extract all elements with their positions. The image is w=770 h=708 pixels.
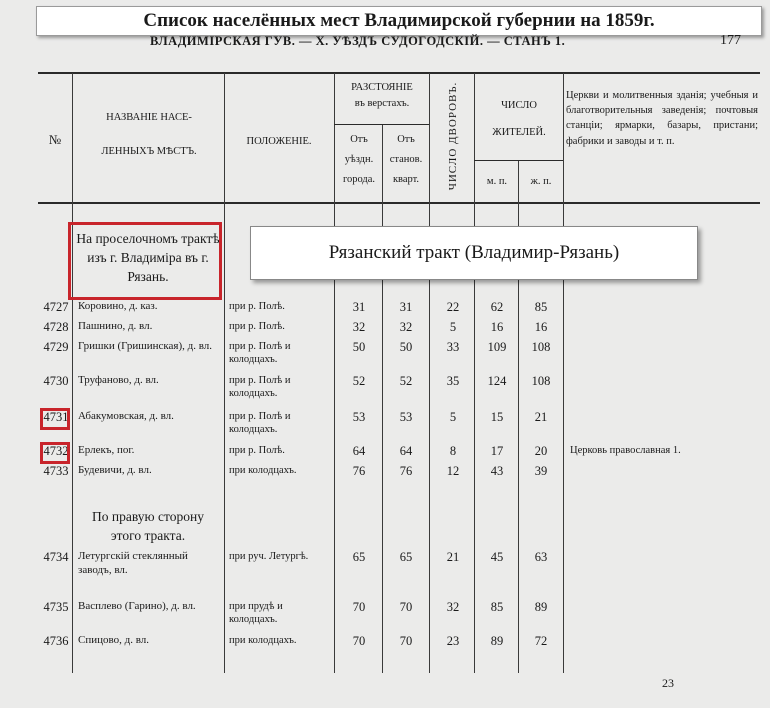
place-position: при р. Полѣ. [229,301,285,312]
households-count: 21 [446,550,460,564]
distance-town: 70 [352,634,366,648]
header-inhabitants [476,92,562,147]
header-no: № [48,132,62,147]
male-count: 109 [487,340,507,354]
col-divider [563,73,564,673]
page-number: 177 [720,33,741,48]
female-count: 63 [534,550,548,564]
distance-town: 76 [352,464,366,478]
distance-stan: 64 [399,444,413,458]
place-position: при колодцахъ. [229,635,297,646]
header-from-town [336,130,382,190]
header-from-stan [383,130,429,190]
female-count: 39 [534,464,548,478]
distance-town: 65 [352,550,366,564]
header-churches: Церкви и молитвенныя зданія; учебныя и благотворительныя заведенія; почтовыя станціи; ярмарки, базары, пристани; фабрики и заводы и т. п. [566,90,758,147]
households-count: 5 [449,320,457,334]
place-position: при колодцахъ. [229,465,297,476]
header-from-town-line: уѣздн. [344,153,374,165]
header-name-line: НАЗВАНІЕ НАСЕ- [106,112,192,123]
route-highlight-box [68,222,222,300]
row-number: 4731 [43,410,69,424]
households-count: 12 [446,464,460,478]
row-number: 4732 [43,444,69,458]
header-inhabitants-line: ЧИСЛО [501,100,537,111]
female-count: 21 [534,410,548,424]
header-from-stan-line: станов. [389,153,423,165]
distance-subrule [334,124,429,125]
header-distance-line: РАЗСТОЯНІЕ [351,82,413,93]
male-count: 15 [490,410,504,424]
distance-stan: 53 [399,410,413,424]
distance-town: 53 [352,410,366,424]
header-from-stan-line: Отъ [397,134,415,145]
header-households: ЧИСЛО ДВОРОВЪ. [447,81,459,191]
male-count: 85 [490,600,504,614]
households-count: 32 [446,600,460,614]
row-number: 4727 [43,300,69,314]
header-distance-line: въ верстахъ. [354,97,410,109]
female-count: 89 [534,600,548,614]
inhabitants-subrule [474,160,563,161]
row-number: 4730 [43,374,69,388]
header-bottom-rule [38,202,760,204]
col-divider [474,73,475,673]
header-from-town-line: Отъ [350,134,368,145]
page-title: Список населённых мест Владимирской губернии на 1859г. [36,6,762,36]
distance-stan: 70 [399,600,413,614]
row-highlight-box [40,408,70,430]
col-divider [382,124,383,673]
place-position: при р. Полѣ. [229,445,285,456]
female-count: 85 [534,300,548,314]
place-name: Гришки (Гришинская), д. вл. [78,340,213,352]
place-name: Будевичи, д. вл. [78,464,152,476]
header-from-town-line: города. [342,173,376,185]
male-count: 43 [490,464,504,478]
female-count: 108 [531,374,551,388]
footer-number: 23 [662,676,674,690]
route-note: Рязанский тракт (Владимир-Рязань) [250,226,698,280]
households-count: 5 [449,410,457,424]
place-position: при прудѣ и колодцахъ. [229,601,283,626]
place-name: Коровино, д. каз. [78,300,158,312]
male-count: 124 [487,374,507,388]
female-count: 108 [531,340,551,354]
header-inhabitants-line: ЖИТЕЛЕЙ. [492,127,546,139]
distance-stan: 32 [399,320,413,334]
distance-stan: 50 [399,340,413,354]
header-name-line: ЛЕННЫХЪ МѢСТЪ. [101,145,197,157]
running-head: ВЛАДИМІРСКАЯ ГУВ. — Х. УѢЗДЪ СУДОГОДСКІЙ. — СТАНЪ 1. [150,34,566,48]
header-female: ж. п. [530,176,552,187]
distance-stan: 52 [399,374,413,388]
table-top-rule [38,72,760,74]
distance-town: 52 [352,374,366,388]
distance-town: 31 [352,300,366,314]
section-subheading: По правую сторону этого тракта. [92,509,204,543]
header-distance [336,80,428,112]
row-number: 4735 [43,600,69,614]
place-name: Труфаново, д. вл. [78,374,159,386]
distance-town: 50 [352,340,366,354]
distance-town: 64 [352,444,366,458]
male-count: 62 [490,300,504,314]
row-number: 4728 [43,320,69,334]
row-number: 4736 [43,634,69,648]
place-name: Васплево (Гарино), д. вл. [78,600,196,612]
households-count: 22 [446,300,460,314]
col-divider [72,73,73,673]
distance-stan: 76 [399,464,413,478]
female-count: 16 [534,320,548,334]
header-name [76,110,222,160]
header-position: ПОЛОЖЕНІЕ. [246,136,312,147]
distance-town: 32 [352,320,366,334]
distance-stan: 65 [399,550,413,564]
female-count: 72 [534,634,548,648]
distance-stan: 70 [399,634,413,648]
col-divider [224,73,225,673]
row-number: 4729 [43,340,69,354]
place-position: при р. Полѣ и колодцахъ. [229,375,291,400]
col-divider [429,73,430,673]
place-position: при р. Полѣ. [229,321,285,332]
male-count: 16 [490,320,504,334]
male-count: 45 [490,550,504,564]
place-name: Пашнино, д. вл. [78,320,153,332]
place-position: при р. Полѣ и колодцахъ. [229,341,291,366]
row-number: 4734 [43,550,69,564]
households-count: 33 [446,340,460,354]
place-name: Ерлекъ, пог. [78,444,135,456]
male-count: 17 [490,444,504,458]
place-name: Спицово, д. вл. [78,634,150,646]
place-position: при р. Полѣ и колодцахъ. [229,411,291,436]
place-position: при руч. Летургѣ. [229,551,309,562]
header-from-stan-line: кварт. [392,173,420,185]
distance-stan: 31 [399,300,413,314]
place-name: Абакумовская, д. вл. [78,410,174,422]
female-count: 20 [534,444,548,458]
households-count: 35 [446,374,460,388]
route-heading: На проселочномъ трактѣ изъ г. Владиміра въ г. Рязань. [76,231,220,284]
header-male: м. п. [486,176,508,187]
church-note: Церковь православная 1. [570,445,681,456]
row-number: 4733 [43,464,69,478]
households-count: 8 [449,444,457,458]
row-highlight-box [40,442,70,464]
place-name: Летургскій стеклянный заводъ, вл. [78,550,188,576]
households-count: 23 [446,634,460,648]
distance-town: 70 [352,600,366,614]
male-count: 89 [490,634,504,648]
col-divider [334,73,335,673]
